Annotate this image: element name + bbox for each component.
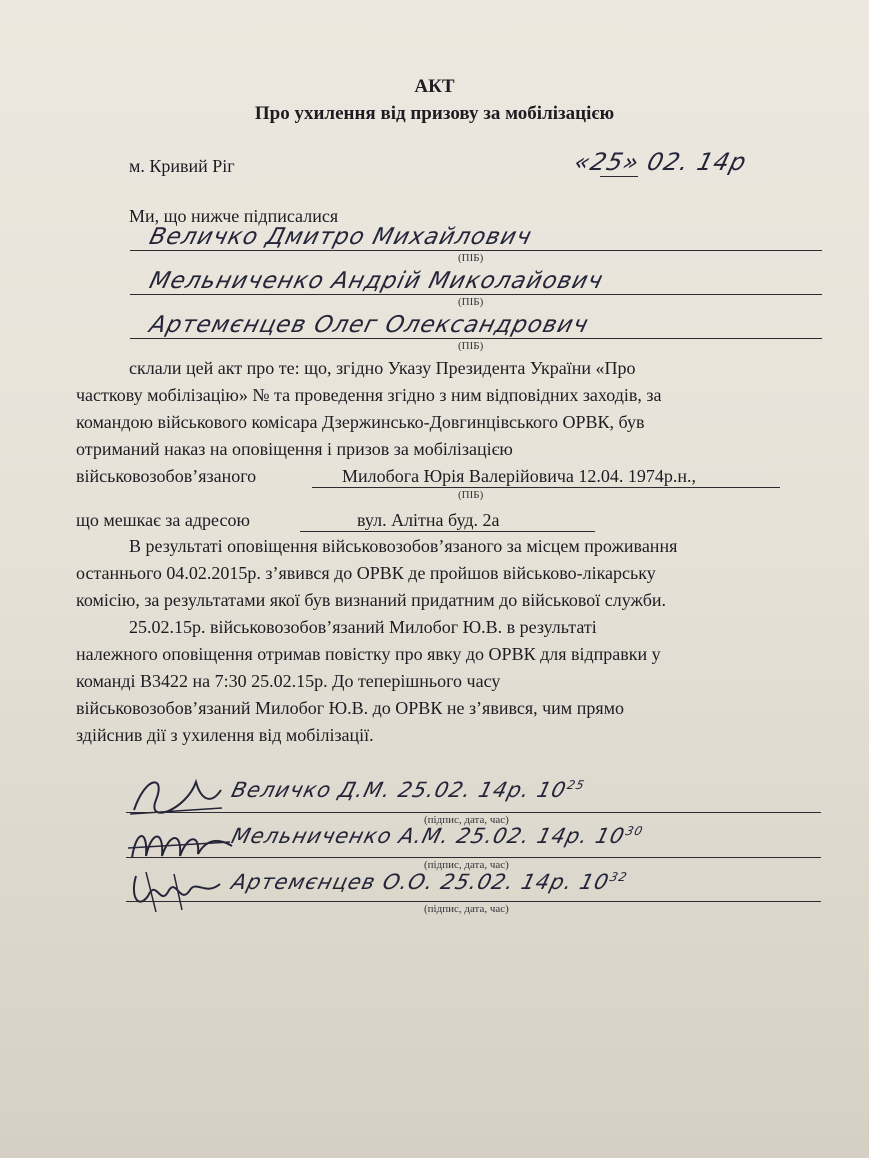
signature-scribble-2 bbox=[126, 820, 236, 870]
para1-line-3: командою військового комісара Дзержинсько-Довгинцівського ОРВК, був bbox=[76, 412, 645, 432]
intro-text: Ми, що нижче підписалися bbox=[129, 206, 339, 226]
pib-label-conscript: (ПІБ) bbox=[458, 489, 484, 501]
signature-line-3: Артемєнцев О.О. 25.02. 14р. $10^{32}$ bbox=[229, 870, 630, 894]
para3-line-5: здійснив дії з ухилення від мобілізації. bbox=[76, 725, 374, 745]
signature-scribble-3 bbox=[126, 866, 226, 916]
doc-subtitle: Про ухилення від призову за мобілізацією bbox=[254, 103, 615, 124]
signature-line-1: Величко Д.М. 25.02. 14р. $10^{25}$ bbox=[229, 778, 587, 802]
para3-line-3: команді В3422 на 7:30 25.02.15р. До теперішнього часу bbox=[76, 671, 501, 691]
conscript-prefix: військовозобов’язаного bbox=[76, 466, 257, 486]
doc-title: АКТ bbox=[414, 76, 455, 97]
conscript-name: Милобога Юрія Валерійовича 12.04. 1974р.н., bbox=[342, 466, 696, 486]
pib-label-2: (ПІБ) bbox=[458, 296, 484, 308]
address-prefix: що мешкає за адресою bbox=[76, 510, 250, 530]
sig-label-1: (підпис, дата, час) bbox=[424, 814, 509, 826]
address-value: вул. Алітна буд. 2а bbox=[357, 510, 500, 530]
sig-label-2: (підпис, дата, час) bbox=[424, 859, 509, 871]
para1-line-4: отриманий наказ на оповіщення і призов за мобілізацією bbox=[76, 439, 513, 459]
signer-name-1: Величко Дмитро Михайлович bbox=[146, 224, 535, 250]
para3-line-4: військовозобов’язаний Милобог Ю.В. до ОРВК не з’явився, чим прямо bbox=[76, 698, 624, 718]
date-handwritten: «25» 02. 14р bbox=[571, 148, 750, 176]
para1-line-2: часткову мобілізацію» № та проведення згідно з ним відповідних заходів, за bbox=[76, 385, 662, 405]
signer-name-3: Артемєнцев Олег Олександрович bbox=[146, 312, 592, 338]
para1-line-1: склали цей акт про те: що, згідно Указу Президента України «Про bbox=[129, 358, 636, 378]
para3-line-2: належного оповіщення отримав повістку про явку до ОРВК для відправки у bbox=[76, 644, 661, 664]
para2-line-2: останнього 04.02.2015р. з’явився до ОРВК де пройшов військово-лікарську bbox=[76, 563, 656, 583]
pib-label-1: (ПІБ) bbox=[458, 252, 484, 264]
signature-line-2: Мельниченко А.М. 25.02. 14р. $10^{30}$ bbox=[229, 824, 645, 848]
pib-label-3: (ПІБ) bbox=[458, 340, 484, 352]
para2-line-1: В результаті оповіщення військовозобов’язаного за місцем проживання bbox=[129, 536, 678, 556]
city: м. Кривий Ріг bbox=[129, 156, 235, 176]
signer-name-2: Мельниченко Андрій Миколайович bbox=[146, 268, 607, 294]
sig-label-3: (підпис, дата, час) bbox=[424, 903, 509, 915]
para3-line-1: 25.02.15р. військовозобов’язаний Милобог Ю.В. в результаті bbox=[129, 617, 597, 637]
para2-line-3: комісію, за результатами якої був визнаний придатним до військової служби. bbox=[76, 590, 667, 610]
